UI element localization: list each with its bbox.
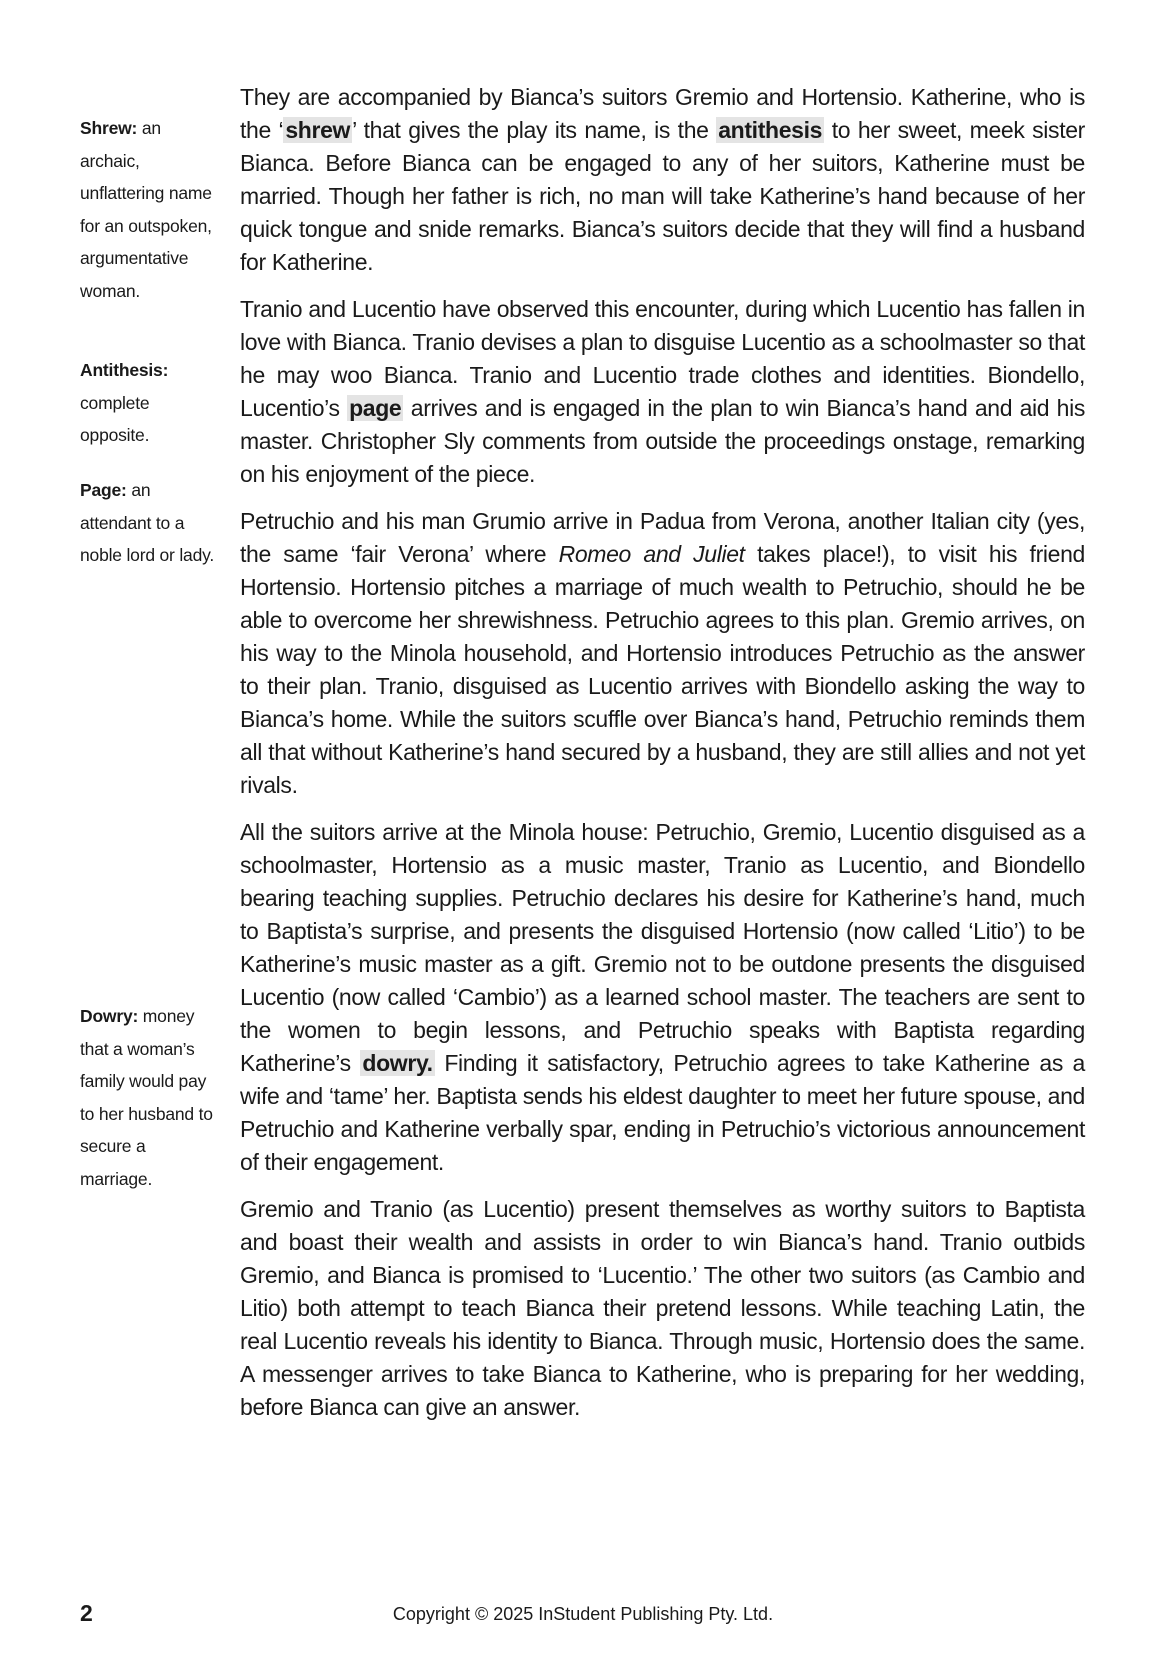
paragraph	[240, 505, 1085, 802]
gloss-term: Shrew:	[80, 118, 138, 138]
text-run: Tranio and Lucentio have observed this encounter, during which Lucentio has fallen in love with Bianca. Tranio devises a plan to disguise Lucentio as a schoolmaster so that he may woo Bianca. Tranio and Lucentio trade clothes and identities. Biondello, Lucentio’s	[240, 296, 1085, 421]
text-run: All the suitors arrive at the Minola house: Petruchio, Gremio, Lucentio disguised as a schoolmaster, Hortensio as a music master, Tranio as Lucentio, and Biondello bearing teaching supplies. Petruchio declares his desire for Katherine’s hand, much to Baptista’s surprise, and presents the disguised Hortensio (now called ‘Litio’) to be Katherine’s music master as a gift. Gremio not to be outdone presents the disguised Lucentio (now called ‘Cambio’) as a learned school master. The teachers are sent to the women to begin lessons, and Petruchio speaks with Baptista regarding Katherine’s	[240, 819, 1085, 1076]
gloss-dowry	[80, 1000, 216, 1195]
copyright: Copyright © 2025 InStudent Publishing Pty. Ltd.	[392, 1604, 774, 1624]
play-title: Romeo and Juliet	[558, 541, 745, 567]
highlight-shrew: shrew	[285, 117, 351, 143]
text-run: arrives and is engaged in the plan to win Bianca’s hand and aid his master. Christopher Sly comments from outside the proceedings onstage, remarking on his enjoyment of the piece.	[240, 395, 1086, 487]
text-run: They are accompanied by Bianca’s suitors Gremio and Hortensio. Katherine, who is the ‘	[240, 84, 1085, 143]
paragraph	[240, 81, 1085, 279]
gloss-definition: an archaic, unflattering name for an outspoken, argumentative woman.	[80, 118, 212, 301]
gloss-definition: an attendant to a noble lord or lady.	[80, 480, 215, 565]
text-run: Finding it satisfactory, Petruchio agrees to take Katherine as a wife and ‘tame’ her. Baptista sends his eldest daughter to meet her future spouse, and Petruchio and Katherine verbally spar, ending in Petruchio’s victorious announcement of their engagement.	[240, 1050, 1086, 1175]
gloss-definition: money that a woman’s family would pay to her husband to secure a marriage.	[80, 1006, 213, 1189]
paragraph	[240, 1193, 1085, 1424]
main-text	[240, 81, 1085, 1438]
gloss-page	[80, 474, 216, 572]
gloss-term: Antithesis:	[80, 360, 169, 380]
paragraph	[240, 293, 1085, 491]
gloss-term: Dowry:	[80, 1006, 139, 1026]
highlight-dowry: dowry.	[362, 1050, 433, 1076]
text-run: ’ that gives the play its name, is the	[352, 117, 717, 143]
text-run: takes place!), to visit his friend Hortensio. Hortensio pitches a marriage of much wealth to Petruchio, should he be able to overcome her shrewishness. Petruchio agrees to this plan. Gremio arrives, on his way to the Minola household, and Hortensio introduces Petruchio as the answer to their plan. Tranio, disguised as Lucentio arrives with Biondello asking the way to Bianca’s home. While the suitors scuffle over Bianca’s hand, Petruchio reminds them all that without Katherine’s hand secured by a husband, they are still allies and not yet rivals.	[240, 541, 1085, 798]
text-run: Petruchio and his man Grumio arrive in Padua from Verona, another Italian city (yes, the same ‘fair Verona’ where	[240, 508, 1085, 567]
page-number: 2	[80, 1600, 93, 1626]
highlight-antithesis: antithesis	[718, 117, 823, 143]
gloss-shrew	[80, 112, 216, 307]
text-run: to her sweet, meek sister Bianca. Before Bianca can be engaged to any of her suitors, Katherine must be married. Though her father is rich, no man will take Katherine’s hand because of her quick tongue and snide remarks. Bianca’s suitors decide that they will find a husband for Katherine.	[240, 117, 1085, 275]
gloss-antithesis	[80, 354, 216, 452]
paragraph	[240, 816, 1085, 1179]
text-run: Gremio and Tranio (as Lucentio) present themselves as worthy suitors to Baptista and boast their wealth and assists in order to win Bianca’s hand. Tranio outbids Gremio, and Bianca is promised to ‘Lucentio.’ The other two suitors (as Cambio and Litio) both attempt to teach Bianca their pretend lessons. While teaching Latin, the real Lucentio reveals his identity to Bianca. Through music, Hortensio does the same. A messenger arrives to take Bianca to Katherine, who is preparing for her wedding, before Bianca can give an answer.	[240, 1196, 1085, 1420]
gloss-definition: complete opposite.	[80, 392, 150, 445]
highlight-page: page	[349, 395, 402, 421]
gloss-term: Page:	[80, 480, 127, 500]
